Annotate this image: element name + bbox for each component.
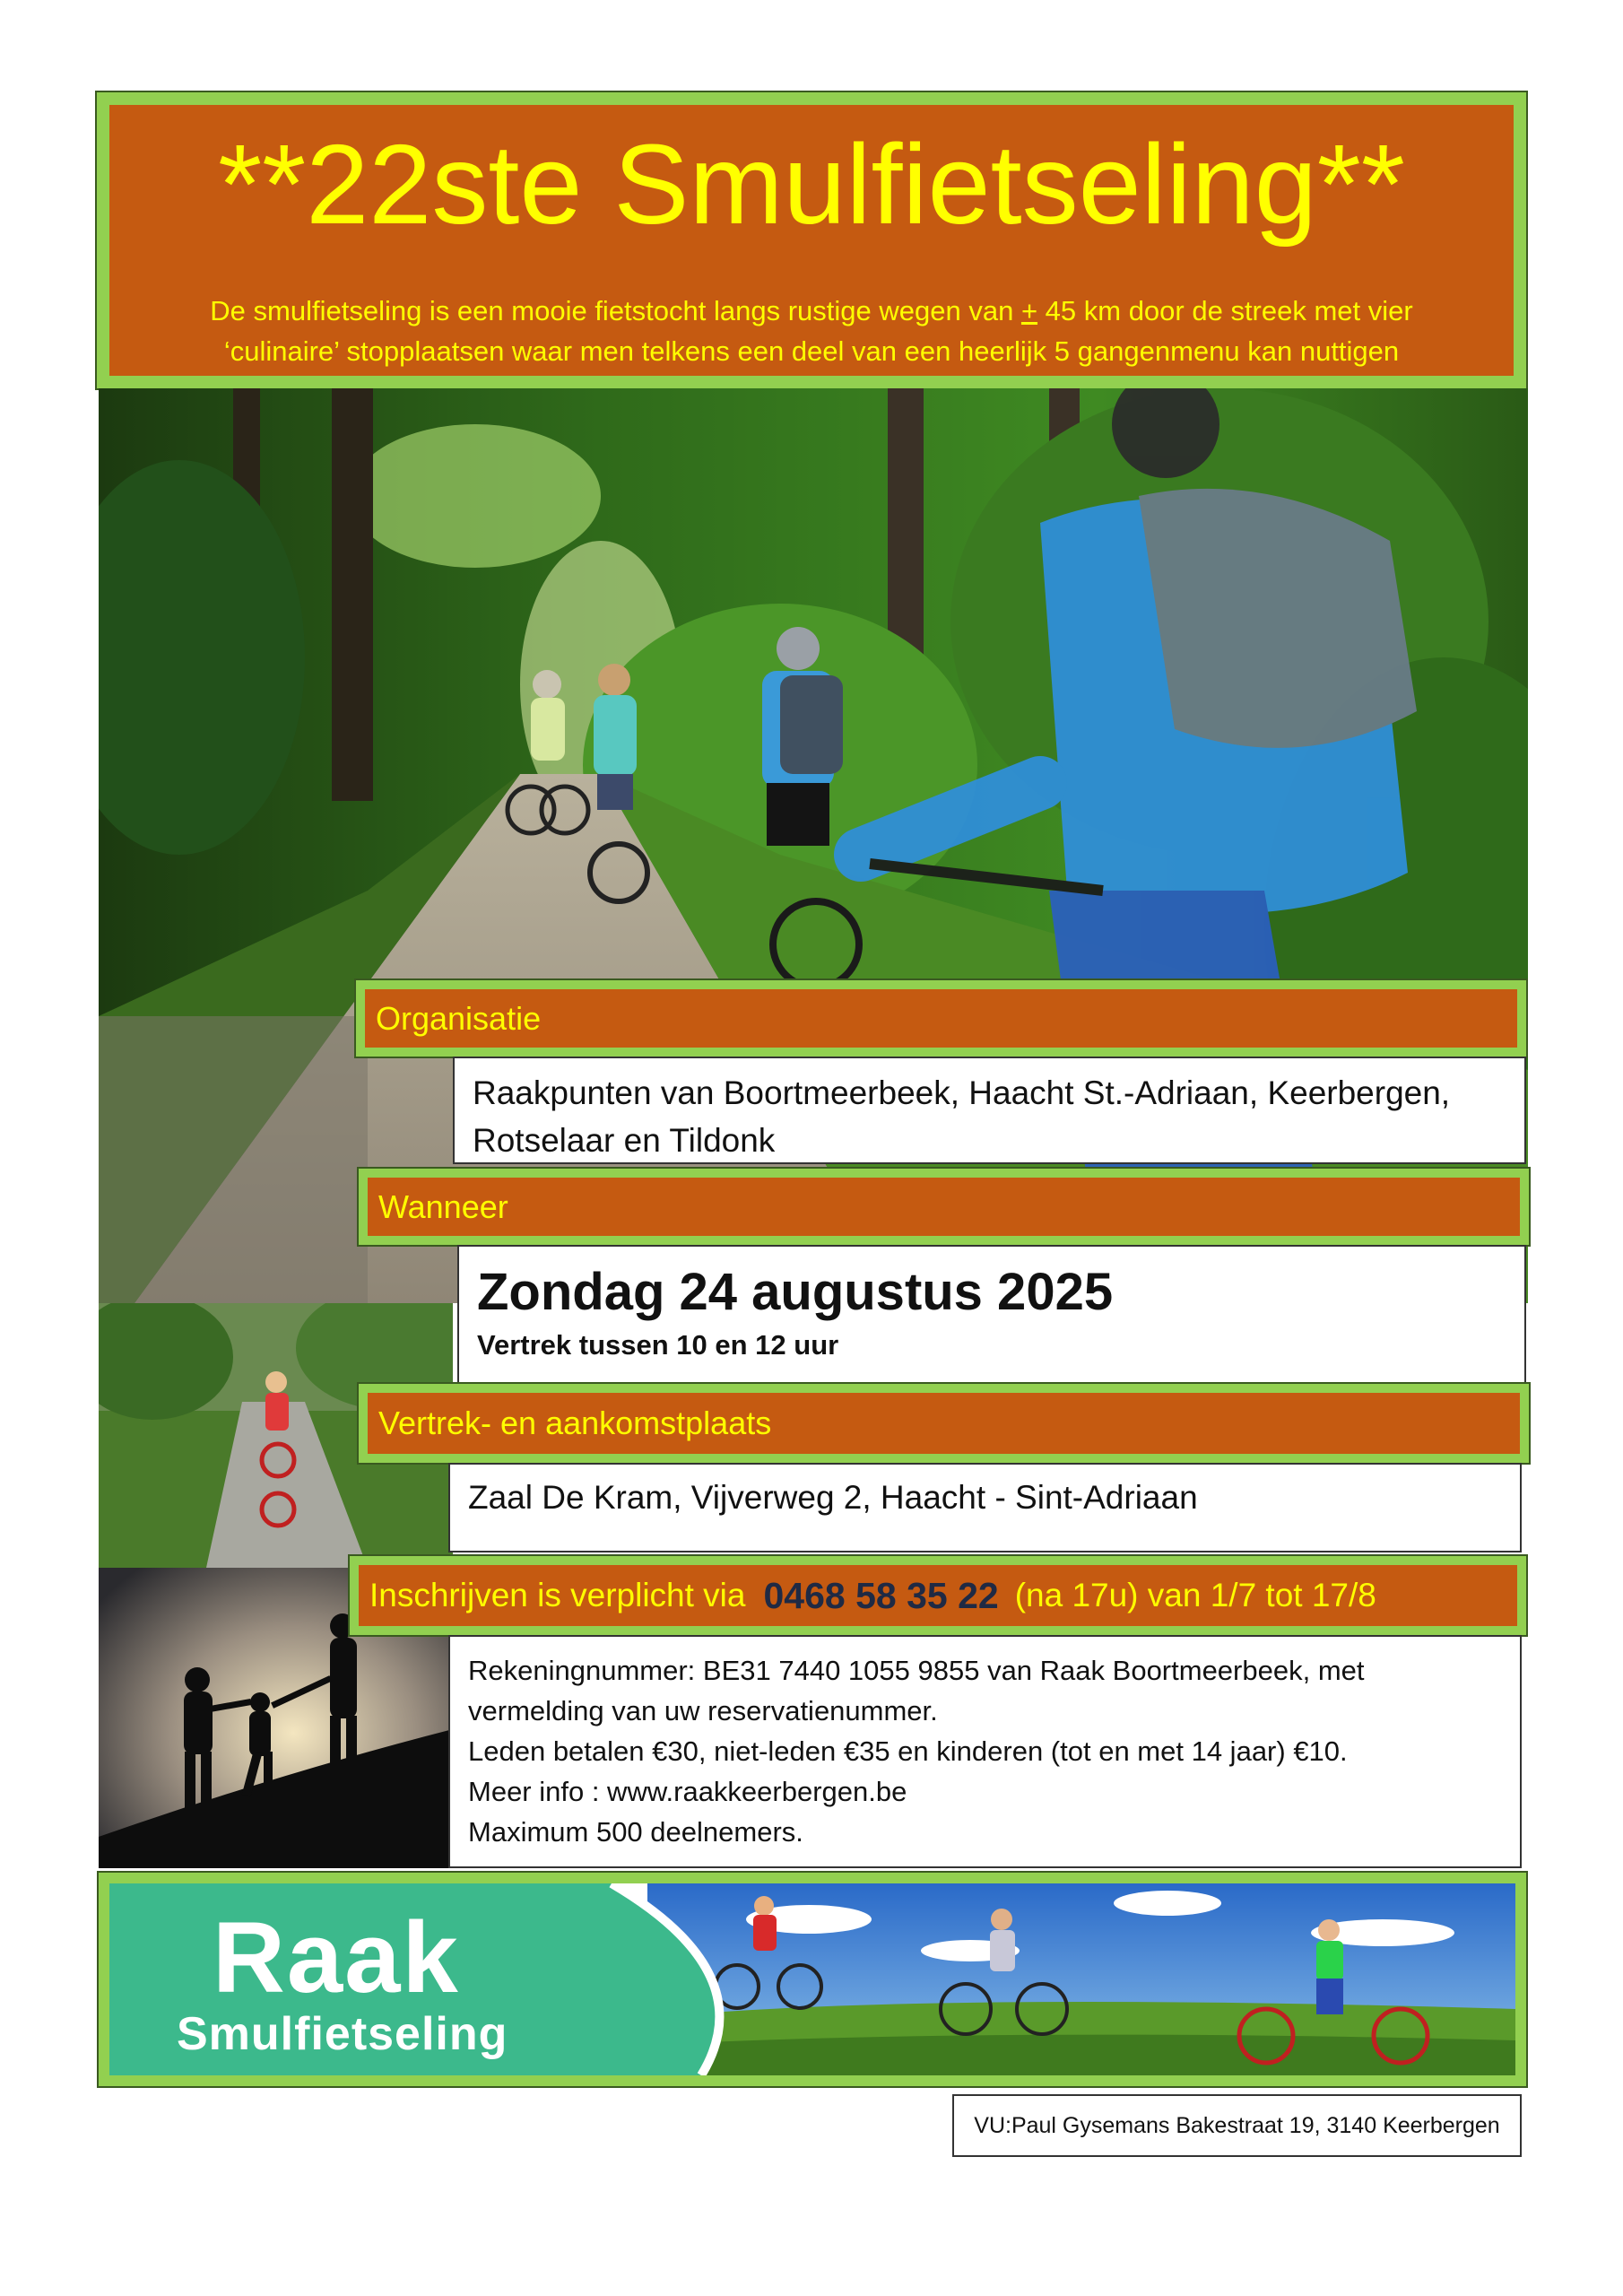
departure-time: Vertrek tussen 10 en 12 uur [477,1328,839,1361]
raak-logo-text: Raak [213,1901,460,2013]
inschrijven-suffix: (na 17u) van 1/7 tot 17/8 [1014,1577,1376,1613]
section-bar-wanneer [359,1169,1529,1245]
section-bar-organisatie [356,980,1526,1057]
wanneer-label: Wanneer [378,1187,508,1225]
intro-part1: De smulfietseling is een mooie fietstocht langs rustige wegen van [210,295,1021,326]
wanneer-panel [457,1245,1526,1384]
raak-logo-subtitle: Smulfietseling [177,2008,508,2060]
plus-minus-sign: + [1020,295,1038,326]
phone-number[interactable]: 0468 58 35 22 [763,1574,999,1616]
header-box [97,92,1526,388]
page-title: **22ste Smulfietseling** [218,121,1405,248]
event-date: Zondag 24 augustus 2025 [477,1263,1114,1321]
prices-line: Leden betalen €30, niet-leden €35 en kinderen (tot en met 14 jaar) €10. [468,1735,1348,1767]
max-participants: Maximum 500 deelnemers. [468,1815,803,1848]
plaats-label: Vertrek- en aankomstplaats [378,1405,772,1441]
organisatie-label: Organisatie [376,999,542,1037]
plaats-panel [448,1463,1522,1552]
organisatie-line1: Raakpunten van Boortmeerbeek, Haacht St.-Adriaan, Keerbergen, [473,1074,1451,1111]
reservation-note: vermelding van uw reservatienummer. [468,1694,938,1726]
vu-text: VU:Paul Gysemans Bakestraat 19, 3140 Keerbergen [974,2112,1500,2138]
forest-scene-illustration [99,388,1528,1303]
inschrijven-prefix: Inschrijven is verplicht via [369,1577,746,1613]
organisatie-line2: Rotselaar en Tildonk [473,1121,776,1159]
organisatie-panel [453,1057,1526,1164]
intro-line2: ‘culinaire’ stopplaatsen waar men telkens een deel van een heerlijk 5 gangenmenu kan nuttigen [223,335,1400,367]
vu-publisher-box [952,2094,1522,2157]
more-info-link[interactable]: Meer info : www.raakkeerbergen.be [468,1775,907,1807]
venue-address: Zaal De Kram, Vijverweg 2, Haacht - Sint-Adriaan [468,1479,1198,1516]
intro-text [145,291,1478,372]
section-bar-inschrijven [350,1556,1526,1635]
betaling-panel [448,1635,1522,1868]
intro-part2: 45 km door de streek met vier [1037,295,1413,326]
section-bar-plaats [359,1384,1529,1463]
raak-banner [99,1873,1526,2086]
account-number-line: Rekeningnummer: BE31 7440 1055 9855 van Raak Boortmeerbeek, met [468,1655,1365,1686]
cyclists-forest-photo [99,388,1528,1303]
